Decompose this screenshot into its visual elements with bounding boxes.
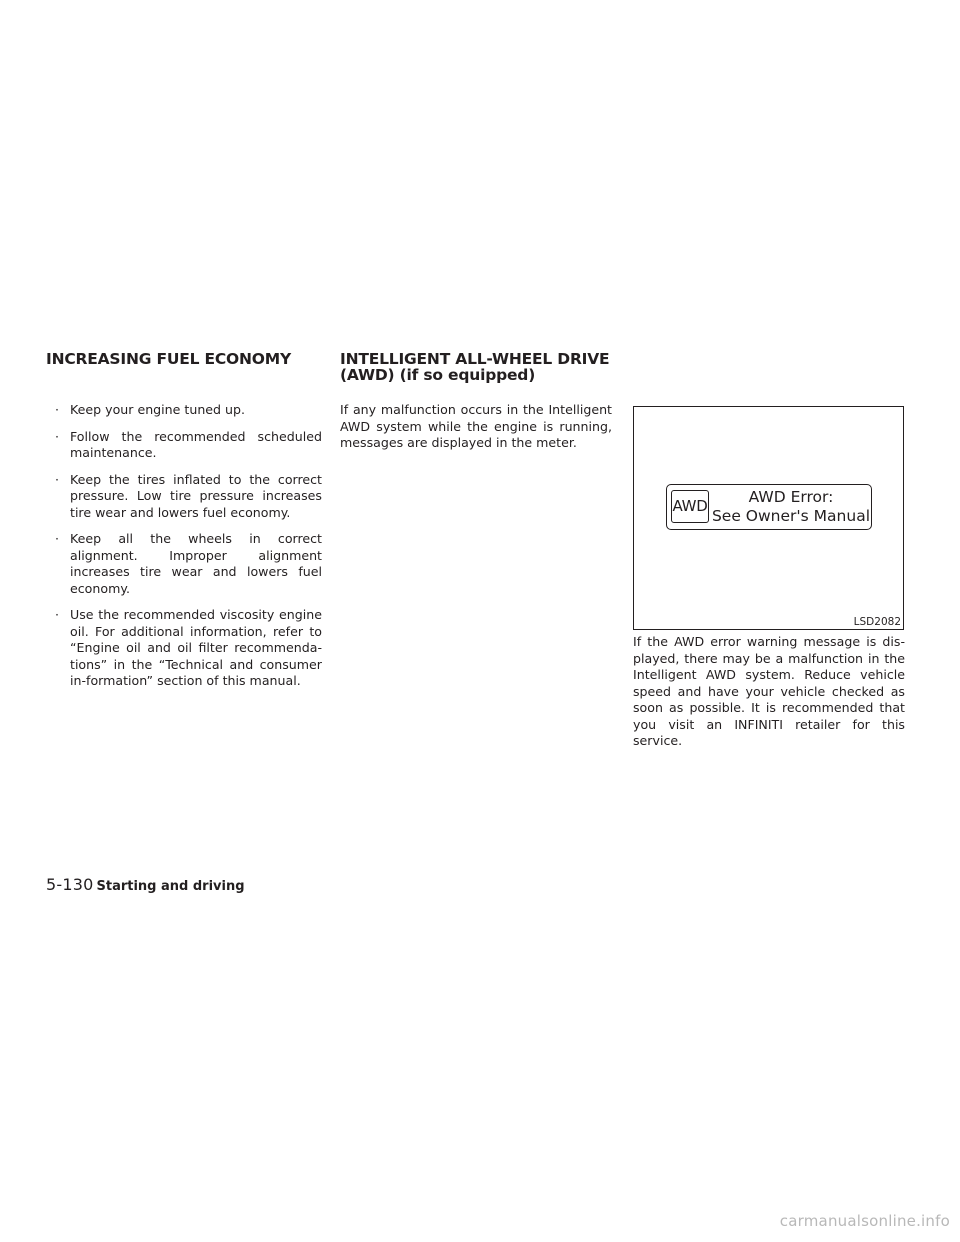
section-heading-fuel-economy: INCREASING FUEL ECONOMY [46,350,292,368]
list-item-text: Use the recommended viscosity engine oil. For additional information, refer to “Engine oil and oil filter recommenda-tions” in the “Technical and consumer in-formation” section of this manual. [70,607,322,688]
bullet-marker: · [55,607,60,622]
section-heading-awd-line1: INTELLIGENT ALL-WHEEL DRIVE [340,350,610,368]
list-item [46,607,322,690]
list-item [46,429,322,462]
list-item [46,531,322,597]
list-item-text: Keep the tires inflated to the correct pressure. Low tire pressure increases tire wear and lowers fuel economy. [70,471,322,520]
list-item-text: Follow the recommended scheduled maintenance. [70,428,322,460]
section-heading-awd [340,351,660,383]
bullet-marker: · [55,471,60,487]
page-number: 5-130 [46,875,94,894]
page-footer [46,875,245,894]
bullet-marker: · [55,531,60,546]
fuel-economy-tips-list [46,402,322,700]
footer-section-name: Starting and driving [96,879,245,894]
list-item [46,402,322,419]
list-item [46,472,322,522]
bullet-marker: · [55,428,60,444]
watermark-text: carmanualsonline.info [779,1212,950,1230]
bullet-marker: · [55,402,60,417]
awd-intro-paragraph: If any malfunction occurs in the Intelligent AWD system while the engine is running, messages are displayed in the meter. [340,402,612,450]
section-heading-awd-line2: (AWD) (if so equipped) [340,366,536,384]
meter-message-line1: AWD Error: [748,488,834,506]
list-item-text: Keep all the wheels in correct alignment. Improper alignment increases tire wear and lowers fuel economy. [70,531,322,596]
awd-error-figure [633,406,904,630]
meter-message-line2: See Owner's Manual [711,507,871,525]
awd-warning-paragraph: If the AWD error warning message is dis-played, there may be a malfunction in the Intelligent AWD system. Reduce vehicle speed and have your vehicle checked as soon as possible. It is recommended that you visit an INFINITI retailer for this service. [633,634,905,748]
meter-display-message [666,484,872,530]
list-item-text: Keep your engine tuned up. [70,402,246,417]
awd-warning-icon: AWD [671,490,709,523]
figure-code: LSD2082 [853,616,901,628]
